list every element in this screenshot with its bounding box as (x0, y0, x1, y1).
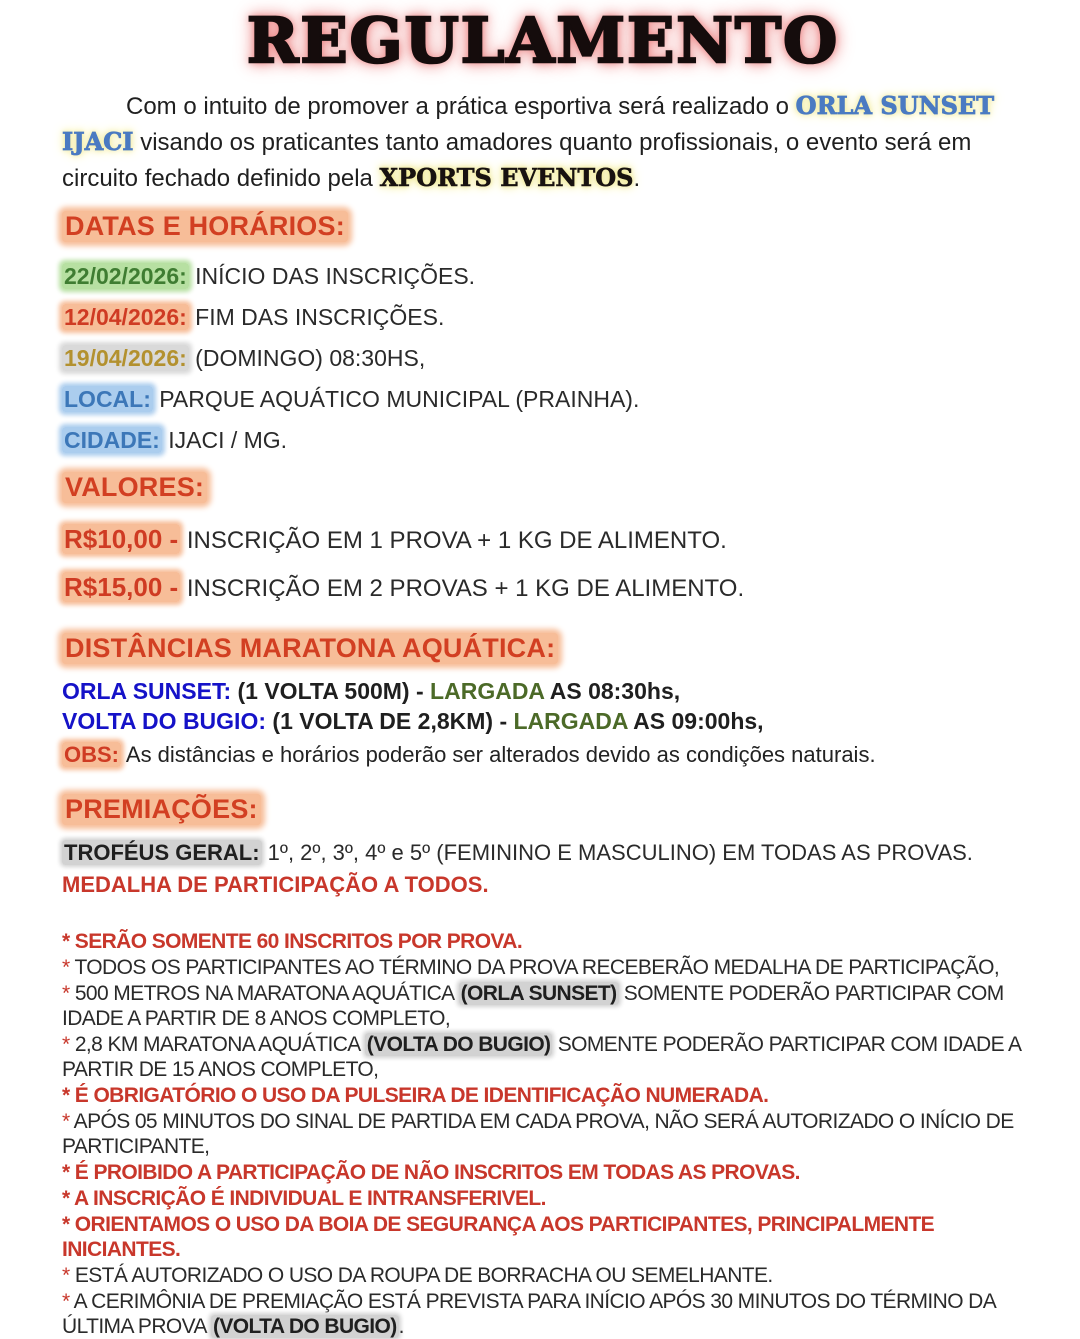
obs-label: OBS: (64, 741, 119, 767)
race-name-orla-sunset: ORLA SUNSET: (62, 677, 232, 704)
venue-row (62, 385, 1024, 413)
section-heading-prices: VALORES: (62, 472, 207, 503)
text-segment: A CERIMÔNIA DE PREMIAÇÃO ESTÁ PREVISTA PARA INÍCIO APÓS 30 MINUTOS DO TÉRMINO DA ÚLTIMA PROVA (62, 1289, 995, 1338)
text-segment: * É PROIBIDO A PARTICIPAÇÃO DE NÃO INSCRITOS EM TODAS AS PROVAS. (62, 1160, 800, 1184)
text-segment: * (62, 1263, 75, 1287)
price-one-race: R$10,00 - (64, 523, 179, 554)
text-segment: visando os praticantes tanto amadores quanto profissionais, o evento será em circuito fechado definido pela (62, 129, 972, 193)
price-row-one-race (62, 525, 1024, 555)
text-segment: ESTÁ AUTORIZADO O USO DA ROUPA DE BORRACHA OU SEMELHANTE. (74, 1263, 773, 1287)
text-segment: * (62, 1032, 75, 1056)
section-heading-wrap (62, 472, 1024, 503)
text-segment: SOMENTE PODERÃO PARTICIPAR COM IDADE A PARTIR DE 8 ANOS COMPLETO, (62, 981, 1004, 1030)
text-segment: As distâncias e horários poderão ser alterados devido as condições naturais. (121, 741, 876, 767)
venue-label: LOCAL: (64, 385, 151, 412)
intro-paragraph (62, 89, 1024, 196)
text-segment: INSCRIÇÃO EM 1 PROVA + 1 KG DE ALIMENTO. (180, 526, 727, 554)
rule-late-start (62, 1109, 1024, 1159)
section-prices (62, 472, 1024, 603)
text-segment: (DOMINGO) 08:30HS, (188, 344, 426, 371)
rule-safety-buoy (62, 1212, 1024, 1262)
section-heading-wrap (62, 633, 1024, 664)
rule-non-transferable (62, 1186, 1024, 1211)
trophies-row (62, 839, 1024, 867)
section-heading-dates: DATAS E HORÁRIOS: (62, 211, 348, 242)
text-segment: (VOLTA DO BUGIO) (212, 1314, 397, 1338)
city-label: CIDADE: (64, 426, 160, 453)
text-segment: * (62, 1109, 74, 1133)
text-segment: INÍCIO DAS INSCRIÇÕES. (188, 262, 476, 289)
distance-row-volta-do-bugio (62, 706, 1024, 736)
text-segment: * É OBRIGATÓRIO O USO DA PULSEIRA DE IDENTIFICAÇÃO NUMERADA. (62, 1083, 769, 1107)
section-heading-wrap (62, 794, 1024, 825)
date-event: 19/04/2026: (64, 344, 187, 371)
text-segment: AS 08:30hs, (544, 677, 681, 704)
text-segment: FIM DAS INSCRIÇÕES. (188, 303, 445, 330)
rules-list (62, 929, 1024, 1339)
text-segment: LARGADA (430, 677, 545, 704)
city-row (62, 426, 1024, 454)
text-segment: 2,8 KM MARATONA AQUÁTICA (74, 1032, 365, 1056)
section-heading-awards: PREMIAÇÕES: (62, 794, 261, 825)
text-segment: (1 VOLTA DE 2,8KM) - (266, 707, 514, 734)
distance-row-orla-sunset (62, 676, 1024, 706)
text-segment: IJACI / MG. (161, 426, 288, 453)
text-segment: (ORLA SUNSET) (460, 981, 617, 1005)
text-segment: PARQUE AQUÁTICO MUNICIPAL (PRAINHA). (152, 385, 640, 412)
event-name: ORLA SUNSET IJACI (62, 91, 995, 157)
text-segment: APÓS 05 MINUTOS DO SINAL DE PARTIDA EM CADA PROVA, NÃO SERÁ AUTORIZADO O INÍCIO DE PARTICIPANTE, (62, 1109, 1014, 1158)
text-segment: * ORIENTAMOS O USO DA BOIA DE SEGURANÇA AOS PARTICIPANTES, PRINCIPALMENTE INICIANTES. (62, 1212, 935, 1261)
text-segment: INSCRIÇÃO EM 2 PROVAS + 1 KG DE ALIMENTO. (180, 574, 745, 602)
medal-row (62, 871, 1024, 899)
date-inscriptions-end: 12/04/2026: (64, 303, 187, 330)
rule-no-unregistered (62, 1160, 1024, 1185)
price-row-two-races (62, 573, 1024, 603)
text-segment: SOMENTE PODERÃO PARTICIPAR COM IDADE A PARTIR DE 15 ANOS COMPLETO, (62, 1032, 1021, 1081)
text-segment: * (62, 1289, 74, 1313)
distances-note (62, 742, 1024, 768)
section-distances (62, 633, 1024, 768)
text-segment: Com o intuito de promover a prática esportiva será realizado o (126, 93, 796, 121)
rule-min-age-2-8km (62, 1032, 1024, 1082)
section-heading-wrap (62, 211, 1024, 242)
rule-max-entries (62, 929, 1024, 954)
text-segment: * (62, 981, 75, 1005)
text-segment: * SERÃO SOMENTE 60 INSCRITOS POR PROVA. (62, 929, 523, 953)
rule-min-age-500m (62, 981, 1024, 1031)
text-segment: TODOS OS PARTICIPANTES AO TÉRMINO DA PROVA RECEBERÃO MEDALHA DE PARTICIPAÇÃO, (74, 955, 1000, 979)
section-awards (62, 794, 1024, 1339)
rule-participation-medal (62, 955, 1024, 980)
rule-wetsuit-allowed (62, 1263, 1024, 1288)
rule-wristband (62, 1083, 1024, 1108)
text-segment: . (398, 1314, 404, 1338)
price-two-races: R$15,00 - (64, 571, 179, 602)
date-row-inscriptions-start (62, 262, 1024, 290)
date-row-inscriptions-end (62, 303, 1024, 331)
text-segment: AS 09:00hs, (627, 707, 764, 734)
text-segment: (VOLTA DO BUGIO) (366, 1032, 551, 1056)
text-segment: LARGADA (513, 707, 628, 734)
date-row-event-day (62, 344, 1024, 372)
organizer-name: XPORTS EVENTOS (379, 163, 634, 193)
text-segment: 1º, 2º, 3º, 4º e 5º (FEMININO E MASCULINO) EM TODAS AS PROVAS. (261, 839, 973, 865)
race-name-volta-do-bugio: VOLTA DO BUGIO: (62, 707, 267, 734)
text-segment: 500 METROS NA MARATONA AQUÁTICA (74, 981, 459, 1005)
text-segment: * (62, 955, 75, 979)
text-segment: . (633, 165, 641, 193)
text-segment: * A INSCRIÇÃO É INDIVIDUAL E INTRANSFERIVEL. (62, 1186, 546, 1210)
date-inscriptions-start: 22/02/2026: (64, 262, 187, 289)
rule-award-ceremony (62, 1289, 1024, 1339)
text-segment: MEDALHA DE PARTICIPAÇÃO A TODOS. (62, 871, 489, 897)
section-dates-times (62, 211, 1024, 454)
trophies-label: TROFÉUS GERAL: (64, 839, 260, 865)
page-title: REGULAMENTO (246, 4, 840, 77)
text-segment: (1 VOLTA 500M) - (231, 677, 431, 704)
section-heading-distances: DISTÂNCIAS MARATONA AQUÁTICA: (62, 633, 558, 664)
